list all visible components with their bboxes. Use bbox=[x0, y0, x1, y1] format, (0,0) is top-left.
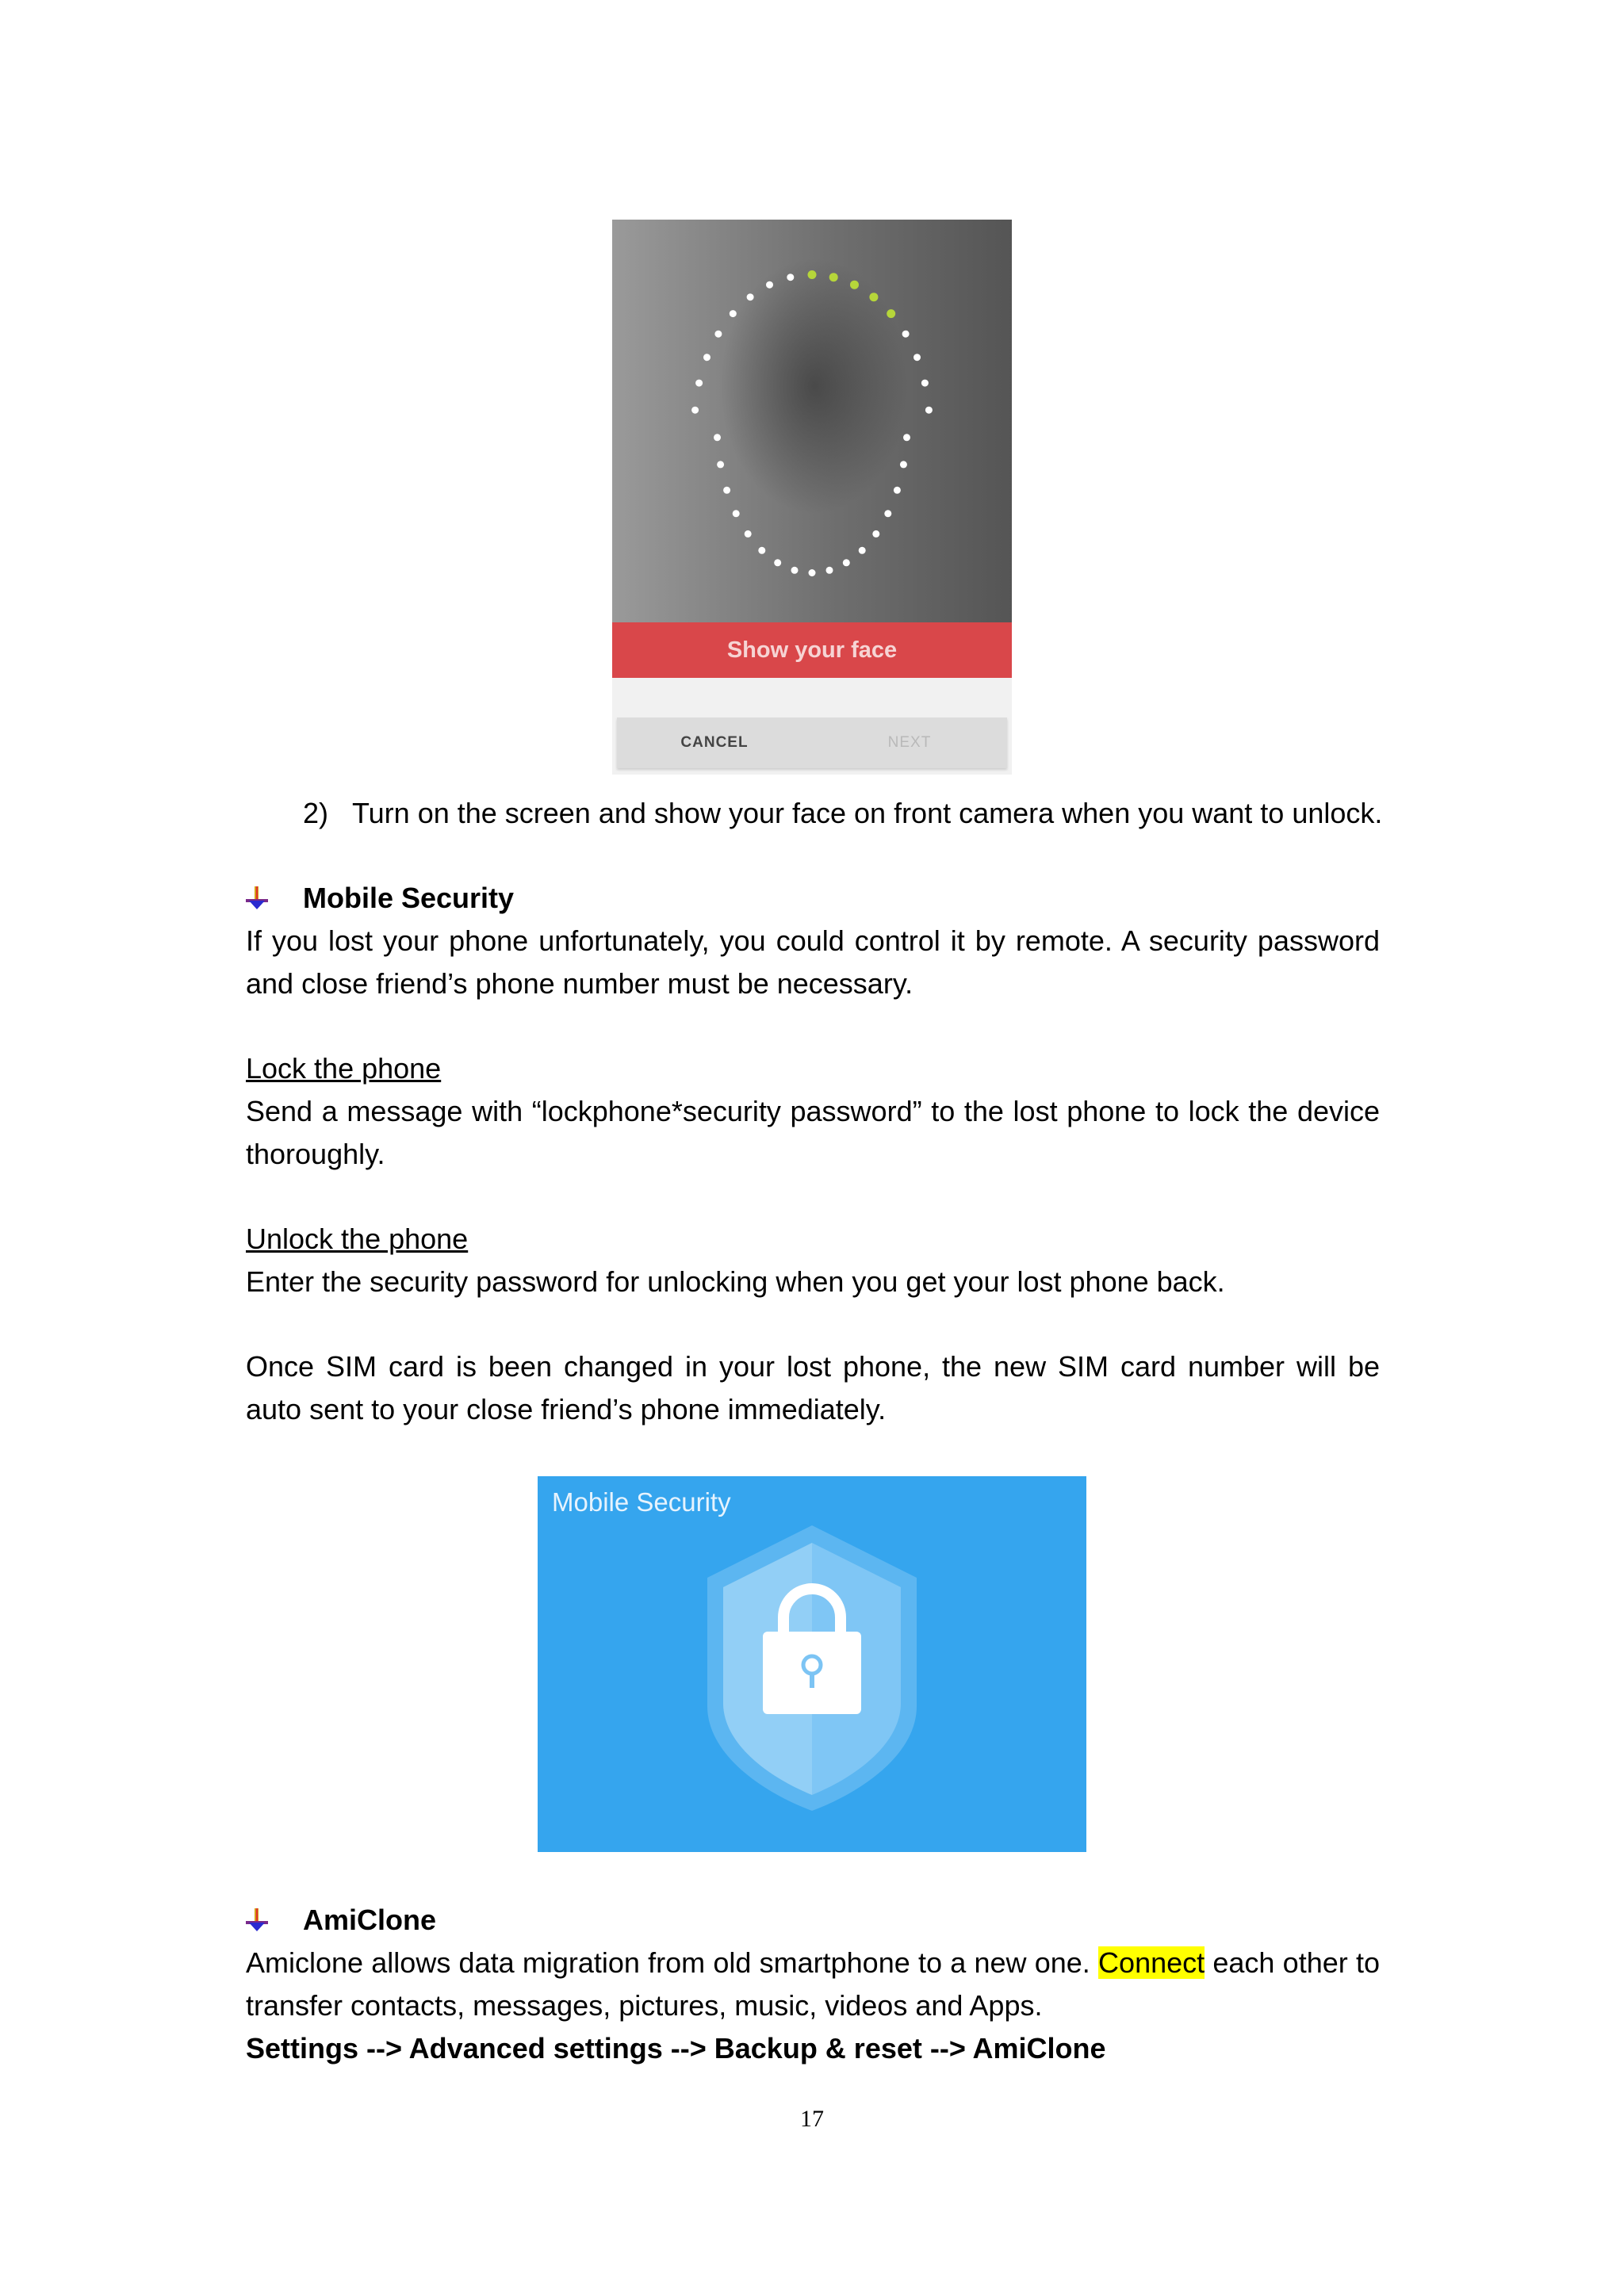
outline-dot bbox=[691, 407, 699, 414]
face-unlock-buttons bbox=[617, 718, 1007, 768]
bullet-arrow-icon bbox=[246, 1908, 268, 1932]
outline-dot bbox=[774, 559, 781, 566]
mobile-security-intro: If you lost your phone unfortunately, you could control it by remote. A security password and close friend’s phone number must be necessary. bbox=[246, 924, 1380, 1000]
unlock-phone-text: Enter the security password for unlocking when you get your lost phone back. bbox=[246, 1265, 1225, 1298]
amiclone-description bbox=[246, 1942, 1380, 2027]
outline-dot bbox=[766, 281, 773, 289]
page-number: 17 bbox=[800, 2106, 824, 2132]
progress-dot bbox=[869, 293, 878, 301]
shield-lock-icon bbox=[538, 1476, 1086, 1852]
outline-dot bbox=[733, 510, 740, 517]
outline-dot bbox=[758, 547, 765, 554]
outline-dot bbox=[787, 274, 794, 281]
outline-dot bbox=[894, 487, 901, 494]
step-text: Turn on the screen and show your face on front camera when you want to unlock. bbox=[352, 797, 1383, 829]
amiclone-title: AmiClone bbox=[303, 1904, 437, 1936]
outline-dot bbox=[902, 331, 910, 338]
lock-phone-title: Lock the phone bbox=[246, 1052, 442, 1085]
progress-dot bbox=[808, 270, 817, 279]
show-face-banner: Show your face bbox=[612, 622, 1012, 678]
outline-dot bbox=[730, 310, 737, 317]
progress-dot bbox=[829, 273, 838, 281]
outline-dot bbox=[925, 407, 933, 414]
outline-dot bbox=[714, 434, 721, 441]
outline-dot bbox=[921, 380, 929, 387]
outline-dot bbox=[723, 487, 730, 494]
security-screen-title: Mobile Security bbox=[552, 1487, 731, 1517]
outline-dot bbox=[714, 331, 722, 338]
progress-dot bbox=[850, 281, 859, 289]
face-unlock-screenshot bbox=[612, 220, 1012, 775]
mobile-security-title: Mobile Security bbox=[303, 882, 515, 914]
unlock-phone-title: Unlock the phone bbox=[246, 1223, 469, 1255]
outline-dot bbox=[745, 530, 752, 538]
outline-dot bbox=[747, 293, 754, 300]
outline-dot bbox=[826, 567, 833, 574]
progress-dot bbox=[887, 309, 895, 318]
step-number: 2) bbox=[303, 797, 329, 829]
bullet-arrow-icon bbox=[246, 886, 268, 910]
connect-highlight: Connect bbox=[1098, 1946, 1205, 1979]
camera-preview bbox=[612, 220, 1012, 622]
sim-change-note: Once SIM card is been changed in your lost phone, the new SIM card number will be auto sent to your close friend’s phone immediately. bbox=[246, 1350, 1380, 1425]
outline-dot bbox=[717, 461, 724, 468]
step-2 bbox=[303, 792, 1382, 835]
face-outline-dots bbox=[612, 220, 1012, 622]
amiclone-text-after: each other to transfer contacts, messages, pictures, music, videos and Apps. bbox=[246, 1946, 1380, 2022]
outline-dot bbox=[914, 354, 921, 361]
outline-dot bbox=[703, 354, 710, 361]
outline-dot bbox=[884, 510, 891, 517]
outline-dot bbox=[859, 547, 866, 554]
outline-dot bbox=[791, 567, 799, 574]
outline-dot bbox=[900, 461, 907, 468]
amiclone-text-before: Amiclone allows data migration from old smartphone to a new one. bbox=[246, 1946, 1090, 1979]
settings-path: Settings --> Advanced settings --> Backup & reset --> AmiClone bbox=[246, 2032, 1106, 2064]
next-button[interactable]: NEXT bbox=[887, 734, 932, 751]
mobile-security-screenshot bbox=[538, 1476, 1086, 1852]
lock-phone-text: Send a message with “lockphone*security password” to the lost phone to lock the device thoroughly. bbox=[246, 1095, 1380, 1170]
outline-dot bbox=[903, 434, 910, 441]
cancel-button[interactable]: CANCEL bbox=[680, 734, 749, 751]
outline-dot bbox=[809, 569, 816, 576]
outline-dot bbox=[843, 559, 850, 566]
outline-dot bbox=[695, 380, 703, 387]
outline-dot bbox=[872, 530, 879, 538]
